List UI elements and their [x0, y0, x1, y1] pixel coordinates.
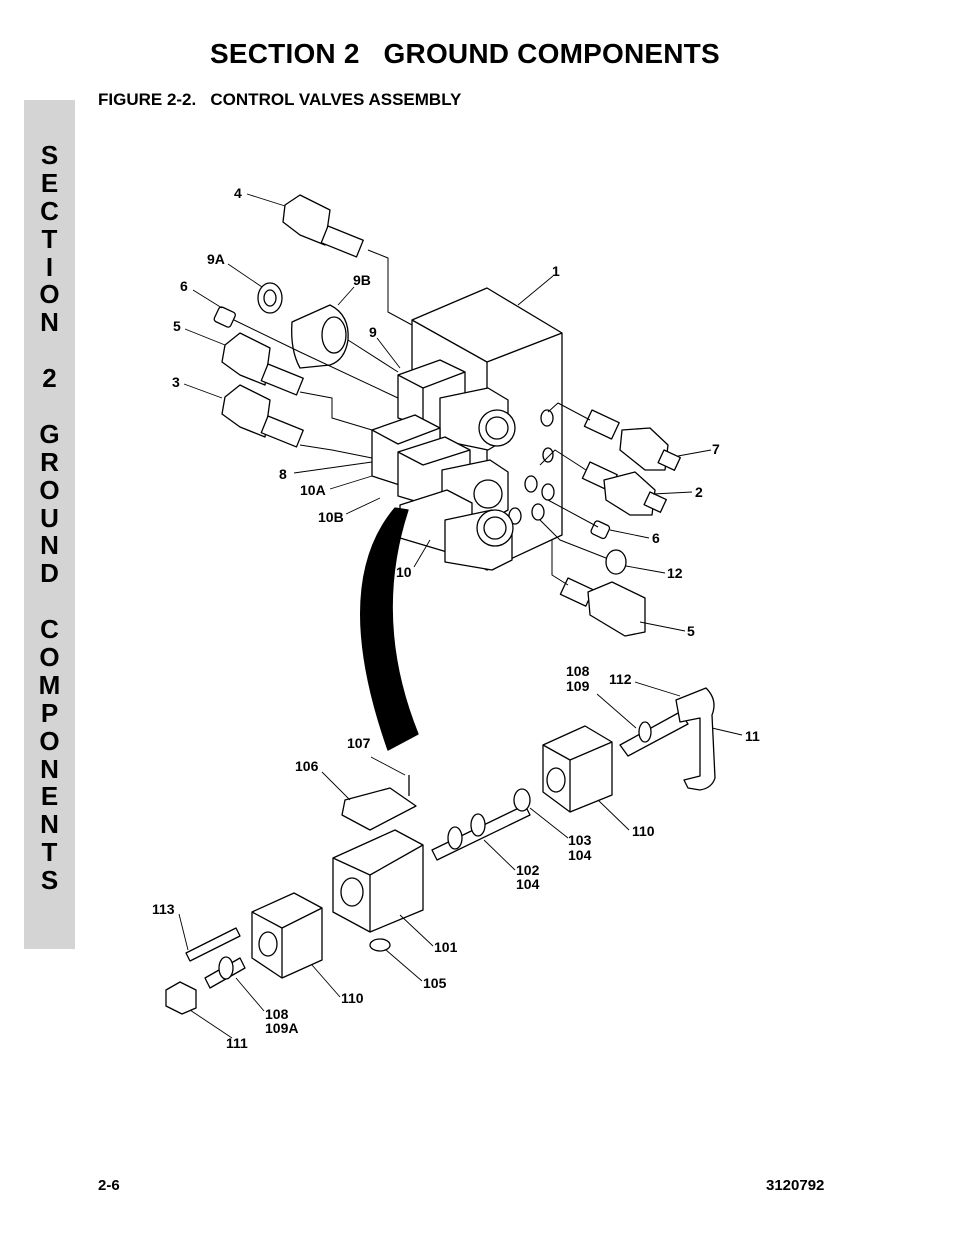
oring-105	[370, 939, 390, 951]
endcap-110-left	[252, 893, 322, 978]
callout-108-lower: 108	[265, 1006, 289, 1022]
section-title: SECTION 2 GROUND COMPONENTS	[210, 38, 720, 69]
side-tab-letter: 2	[42, 363, 57, 394]
callout-4: 4	[234, 185, 242, 201]
callout-104-upper: 104	[568, 847, 592, 863]
callout-9A: 9A	[207, 251, 225, 267]
side-tab-letter: N	[40, 753, 59, 784]
adjuster-108-left	[205, 957, 245, 988]
callout-5-lower: 5	[687, 623, 695, 639]
callout-10A: 10A	[300, 482, 326, 498]
coil-9B	[292, 305, 349, 368]
seal-103	[514, 789, 530, 811]
callout-9: 9	[369, 324, 377, 340]
callout-1: 1	[552, 263, 560, 279]
callout-10: 10	[396, 564, 412, 580]
elbow-fitting-11	[676, 688, 715, 790]
callout-8: 8	[279, 466, 287, 482]
plug-6-right	[590, 520, 610, 539]
side-tab-letter: I	[45, 251, 54, 282]
side-tab-letter: S	[40, 140, 59, 170]
cartridge-valve-3	[222, 385, 303, 447]
side-tab-letter: N	[40, 530, 59, 561]
side-tab-letter: E	[40, 781, 59, 812]
endcap-110-right	[543, 726, 612, 812]
callout-106: 106	[295, 758, 319, 774]
callout-109A: 109A	[265, 1020, 299, 1036]
fitting-108	[620, 712, 688, 756]
side-tab-letter: S	[40, 865, 59, 896]
side-tab-letter: N	[40, 809, 59, 840]
side-tab-letter: O	[39, 279, 60, 310]
side-tab-letter: D	[40, 558, 59, 589]
side-tab-letter: T	[41, 837, 58, 868]
side-tab-letter: C	[40, 195, 59, 226]
side-tab-letter: U	[40, 502, 59, 533]
cover-plate-106	[342, 788, 416, 830]
cartridge-valve-5-upper	[222, 333, 303, 395]
side-tab-letter: T	[41, 223, 58, 254]
side-tab-letter: O	[39, 642, 60, 673]
callout-7: 7	[712, 441, 720, 457]
callout-111: 111	[226, 1035, 248, 1051]
page-number: 2-6	[98, 1177, 120, 1194]
callout-108-upper: 108	[566, 663, 590, 679]
callout-5-upper: 5	[173, 318, 181, 334]
callout-101: 101	[434, 939, 458, 955]
callout-102: 102	[516, 862, 540, 878]
callout-107: 107	[347, 735, 371, 751]
callout-110-left: 110	[341, 990, 364, 1006]
coil-nut-9A	[258, 283, 282, 313]
cartridge-valve-5-lower	[560, 578, 645, 636]
callout-110-right: 110	[632, 823, 655, 839]
callout-2: 2	[695, 484, 703, 500]
callout-105: 105	[423, 975, 447, 991]
side-tab-letter: O	[39, 474, 60, 505]
side-tab-letter: C	[40, 614, 59, 645]
cartridge-valve-4	[283, 195, 363, 257]
cap-111	[166, 982, 196, 1014]
side-tab-letter: E	[40, 167, 59, 198]
document-number: 3120792	[766, 1177, 825, 1194]
valve-body-101	[333, 830, 423, 932]
plug-12	[606, 550, 626, 574]
callout-103: 103	[568, 832, 592, 848]
side-tab-letter: P	[40, 697, 59, 728]
callout-104-lower: 104	[516, 876, 540, 892]
callout-10B: 10B	[318, 509, 344, 525]
side-tab-letter: O	[39, 725, 60, 756]
side-tab-letter: M	[38, 669, 61, 700]
side-tab-letter: N	[40, 307, 59, 338]
detail-arrow	[361, 508, 418, 750]
figure-title: FIGURE 2-2. CONTROL VALVES ASSEMBLY	[98, 90, 462, 109]
plug-6-left	[213, 306, 236, 328]
callout-11: 11	[745, 728, 760, 744]
callout-113: 113	[152, 901, 175, 917]
callout-9B: 9B	[353, 272, 371, 288]
callout-3: 3	[172, 374, 180, 390]
callout-109: 109	[566, 678, 590, 694]
screw-113	[186, 928, 240, 961]
side-tab-letter: R	[40, 446, 59, 477]
callout-6-left: 6	[180, 278, 188, 294]
diagram-drawing	[166, 194, 742, 1038]
spool-102	[432, 805, 530, 860]
callout-6-right: 6	[652, 530, 660, 546]
side-tab-letter: G	[39, 418, 60, 449]
cartridge-valve-7	[584, 410, 680, 470]
callout-12: 12	[667, 565, 683, 581]
callout-112: 112	[609, 671, 632, 687]
